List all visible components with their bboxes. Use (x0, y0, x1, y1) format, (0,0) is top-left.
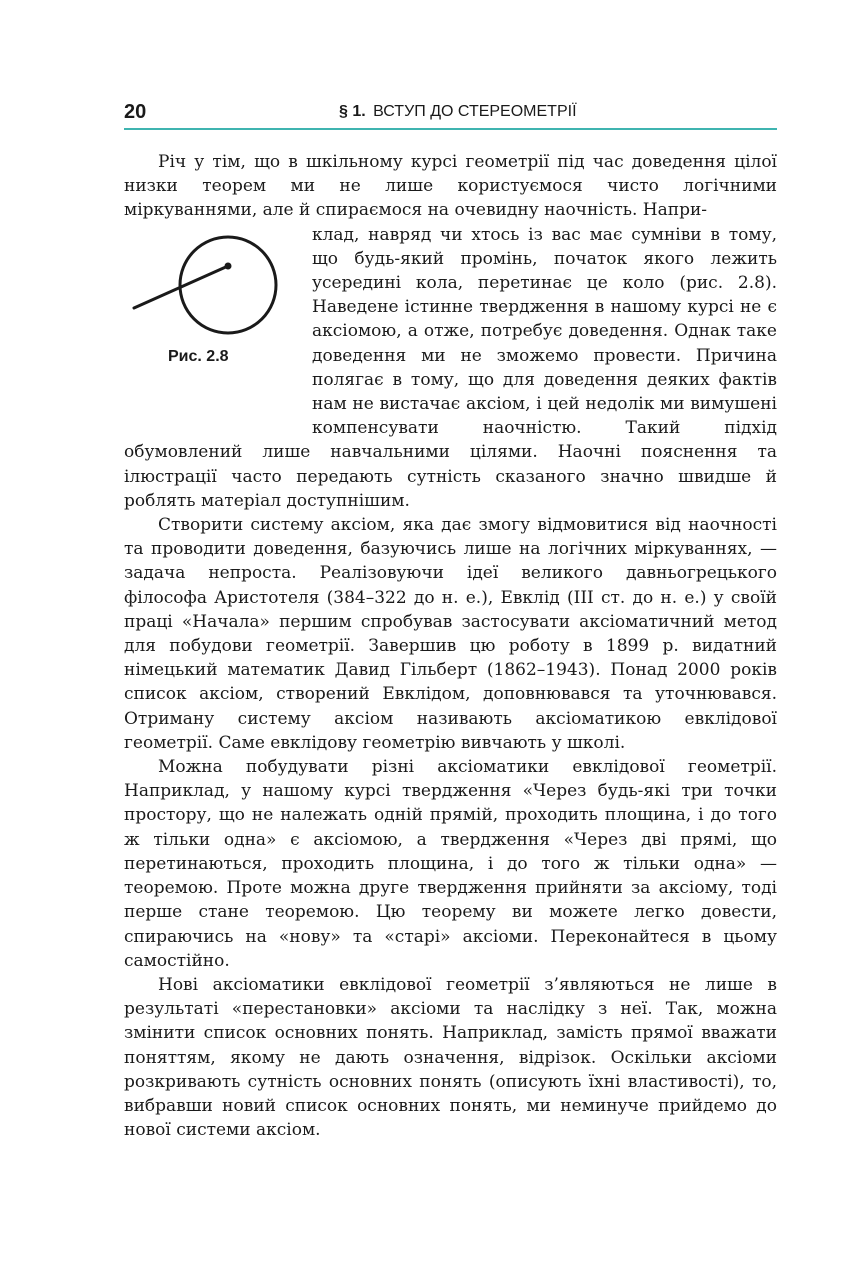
paragraph-2: Створити систему аксіом, яка дає змогу відмовитися від наочності та проводити доведення, базуючись лише на логічних міркуваннях, — задача непроста. Реалізовуючи ідеї великого давньогрецького філософа Аристотеля (384–322 до н. е.), Евклід (ІІІ ст. до н. е.) у своїй праці «Начала» першим спробував застосувати аксіоматичний метод для побудови геометрії. Завершив цю роботу в 1899 р. видатний німецький математик Давид Гільберт (1862–1943). Понад 2000 років список аксіом, створений Евклідом, доповнювався та уточнювався. Отриману систему аксіом називають аксіоматикою евклідової геометрії. Саме евклідову геометрію вивчають у школі. (124, 515, 777, 753)
paragraph-3: Можна побудувати різні аксіоматики евклідової геометрії. Наприклад, у нашому курсі твердження «Через будь-які три точки простору, що не належать одній прямій, проходить площина, і до того ж тільки одна» є аксіомою, а твердження «Через дві прямі, що перетинаються, проходить площина, і до того ж тільки одна» — теоремою. Проте можна друге твердження прийняти за аксіому, тоді перше стане теоремою. Цю теорему ви можете легко довести, спираючись на «нову» та «старі» аксіоми. Переконайтеся в цьому самостійно. (124, 757, 777, 971)
page-header (124, 100, 777, 130)
main-text (124, 150, 777, 1142)
paragraph-1-continued: клад, навряд чи хтось із вас має сумніви в тому, що будь-який промінь, початок якого лежить усередині кола, перетинає це коло (рис. 2.8). Наведене істинне твердження в нашому курсі не є аксіомою, а отже, потребує доведення. Однак таке доведення ми не зможемо провести. Причина полягає в тому, що для доведення деяких фактів нам не вистачає аксіом, і цей недолік ми вимушені компенсувати наочністю. Такий підхід обумовлений лише навчальними цілями. Наочні пояснення та ілюстрації часто передають сутність сказаного значно швидше й роблять матеріал доступнішим. (124, 224, 777, 511)
ray-origin-point (225, 262, 232, 269)
section-heading (339, 101, 577, 123)
section-number: § 1. (339, 103, 366, 120)
header-rule (124, 128, 777, 130)
paragraph-4: Нові аксіоматики евклідової геометрії з’являються не лише в результаті «перестановки» аксіоми та наслідку з неї. Так, можна змінити список основних понять. Наприклад, замість прямої вважати поняттям, якому не дають означення, відрізок. Оскільки аксіоми розкривають сутність основних понять (описують їхні властивості), то, вибравши новий список основних понять, ми неминуче прийдемо до нової системи аксіом. (124, 974, 777, 1141)
figure-2-8 (124, 223, 300, 439)
circle-ray-diagram (130, 233, 290, 343)
figure-caption: Рис. 2.8 (168, 347, 229, 365)
page-number: 20 (124, 101, 147, 123)
section-title: ВСТУП ДО СТЕРЕОМЕТРІЇ (373, 103, 577, 120)
paragraph-1: Річ у тім, що в шкільному курсі геометрії під час доведення цілої низки теорем ми не лише користуємося чисто логічними міркуваннями, але й спираємося на очевидну наочність. Напри- (124, 152, 777, 221)
circle-shape (180, 237, 276, 333)
